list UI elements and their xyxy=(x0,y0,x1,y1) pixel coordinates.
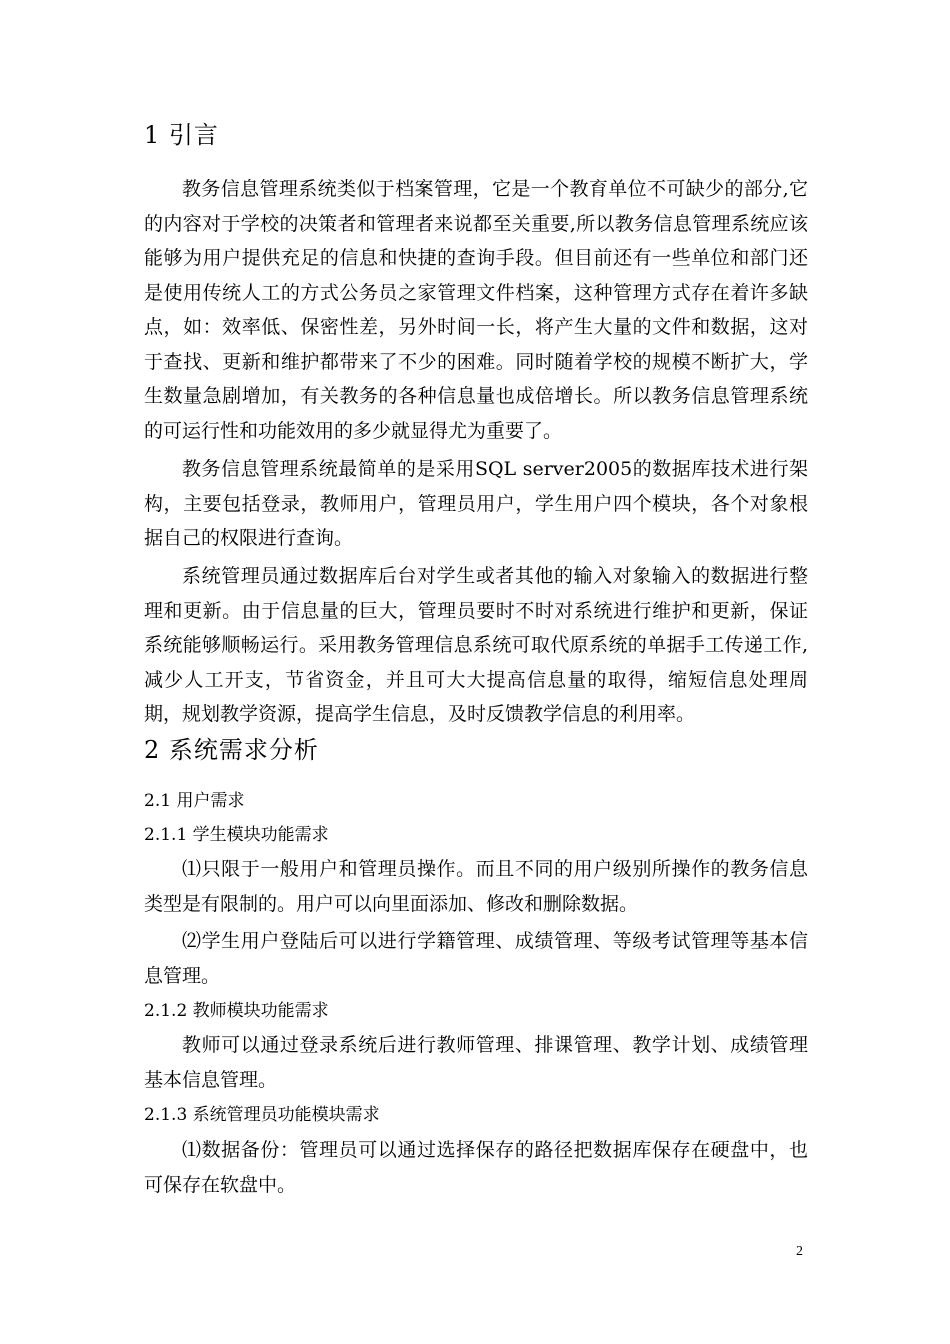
section-heading-introduction: 1 引言 xyxy=(144,121,219,149)
section-heading-requirements: 2 系统需求分析 xyxy=(144,736,319,764)
paragraph-intro-1: 教务信息管理系统类似于档案管理，它是一个教育单位不可缺少的部分,它的内容对于学校的决策者和管理者来说都至关重要,所以教务信息管理系统应该能够为用户提供充足的信息和快捷的查询手段。但目前还有一些单位和部门还是使用传统人工的方式公务员之家管理文件档案，这种管理方式存在着许多缺点，如：效率低、保密性差，另外时间一长，将产生大量的文件和数据，这对于查找、更新和维护都带来了不少的困难。同时随着学校的规模不断扩大，学生数量急剧增加，有关教务的各种信息量也成倍增长。所以教务信息管理系统的可运行性和功能效用的多少就显得尤为重要了。 xyxy=(144,178,808,442)
subsection-heading-2-1-1: 2.1.1 学生模块功能需求 xyxy=(144,825,329,845)
paragraph-intro-2: 教务信息管理系统最简单的是采用SQL server2005的数据库技术进行架构，主要包括登录，教师用户，管理员用户，学生用户四个模块，各个对象根据自己的权限进行查询。 xyxy=(144,458,808,549)
paragraph-teacher: 教师可以通过登录系统后进行教师管理、排课管理、教学计划、成绩管理基本信息管理。 xyxy=(144,1034,808,1091)
subsection-heading-2-1: 2.1 用户需求 xyxy=(144,791,245,811)
subsection-heading-2-1-2: 2.1.2 教师模块功能需求 xyxy=(144,1001,329,1021)
paragraph-intro-3: 系统管理员通过数据库后台对学生或者其他的输入对象输入的数据进行整理和更新。由于信息量的巨大，管理员要时不时对系统进行维护和更新，保证系统能够顺畅运行。采用教务管理信息系统可取代原系统的单据手工传递工作,减少人工开支，节省资金，并且可大大提高信息量的取得，缩短信息处理周期，规划教学资源，提高学生信息，及时反馈教学信息的利用率。 xyxy=(144,565,808,725)
subsection-heading-2-1-3: 2.1.3 系统管理员功能模块需求 xyxy=(144,1105,380,1125)
paragraph-student-2: ⑵学生用户登陆后可以进行学籍管理、成绩管理、等级考试管理等基本信息管理。 xyxy=(144,930,808,987)
paragraph-admin: ⑴数据备份：管理员可以通过选择保存的路径把数据库保存在硬盘中，也可保存在软盘中。 xyxy=(144,1139,808,1196)
paragraph-student-1: ⑴只限于一般用户和管理员操作。而且不同的用户级别所操作的教务信息类型是有限制的。用户可以向里面添加、修改和删除数据。 xyxy=(144,858,808,915)
page-number: 2 xyxy=(796,1244,803,1259)
